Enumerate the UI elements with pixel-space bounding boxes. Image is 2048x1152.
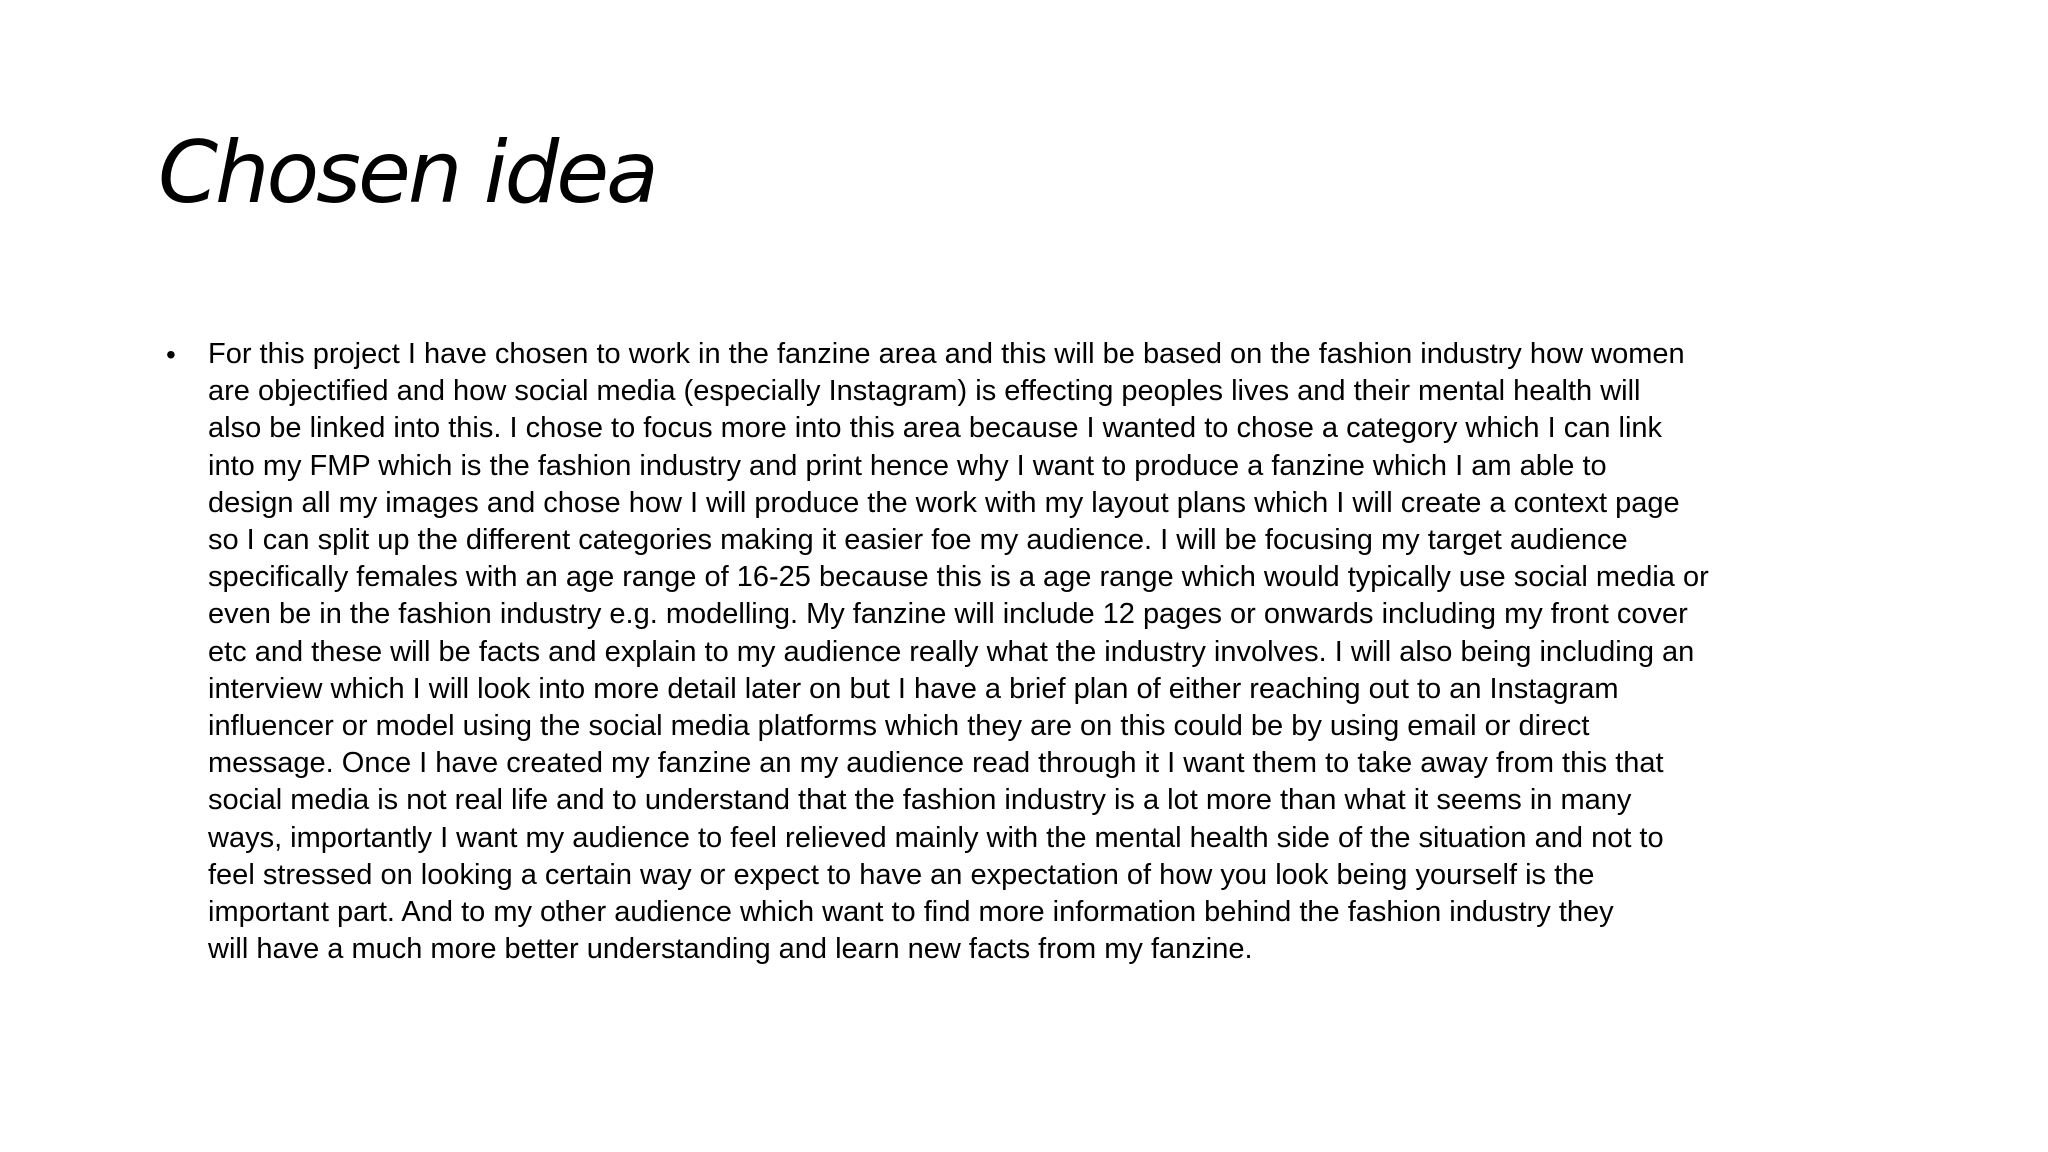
paragraph-line: interview which I will look into more detail later on but I have a brief plan of either reaching out to an Instagram xyxy=(208,672,1619,705)
paragraph-line: etc and these will be facts and explain to my audience really what the industry involves. I will also being including an xyxy=(208,635,1695,668)
paragraph-line: will have a much more better understanding and learn new facts from my fanzine. xyxy=(208,933,1253,966)
paragraph-line: also be linked into this. I chose to focus more into this area because I wanted to chose a category which I can link xyxy=(208,412,1663,445)
slide-title: Chosen idea xyxy=(158,123,656,223)
paragraph-line: message. Once I have created my fanzine an my audience read through it I want them to take away from this that xyxy=(208,747,1664,780)
paragraph-line: important part. And to my other audience which want to find more information behind the fashion industry they xyxy=(208,896,1614,929)
paragraph-line: ways, importantly I want my audience to feel relieved mainly with the mental health side of the situation and not to xyxy=(208,821,1664,854)
paragraph-line: so I can split up the different categories making it easier foe my audience. I will be focusing my target audience xyxy=(208,524,1628,557)
bullet-marker: • xyxy=(166,339,176,370)
paragraph-line: influencer or model using the social media platforms which they are on this could be by using email or direct xyxy=(208,710,1590,743)
paragraph-line: even be in the fashion industry e.g. modelling. My fanzine will include 12 pages or onwards including my front cover xyxy=(208,598,1688,631)
paragraph-line: specifically females with an age range of 16-25 because this is a age range which would typically use social media or xyxy=(208,561,1709,594)
bullet-item xyxy=(0,336,1848,968)
paragraph-line: design all my images and chose how I will produce the work with my layout plans which I will create a context page xyxy=(208,486,1680,519)
paragraph-line: feel stressed on looking a certain way or expect to have an expectation of how you look being yourself is the xyxy=(208,858,1595,891)
bullet-list xyxy=(0,336,1848,968)
bullet-paragraph xyxy=(0,336,1848,968)
paragraph-line: are objectified and how social media (especially Instagram) is effecting peoples lives and their mental health will xyxy=(208,375,1641,408)
paragraph-line: For this project I have chosen to work in the fanzine area and this will be based on the fashion industry how women xyxy=(208,338,1685,370)
paragraph-line: social media is not real life and to understand that the fashion industry is a lot more than what it seems in many xyxy=(208,784,1632,817)
paragraph-line: into my FMP which is the fashion industry and print hence why I want to produce a fanzine which I am able to xyxy=(208,449,1607,482)
